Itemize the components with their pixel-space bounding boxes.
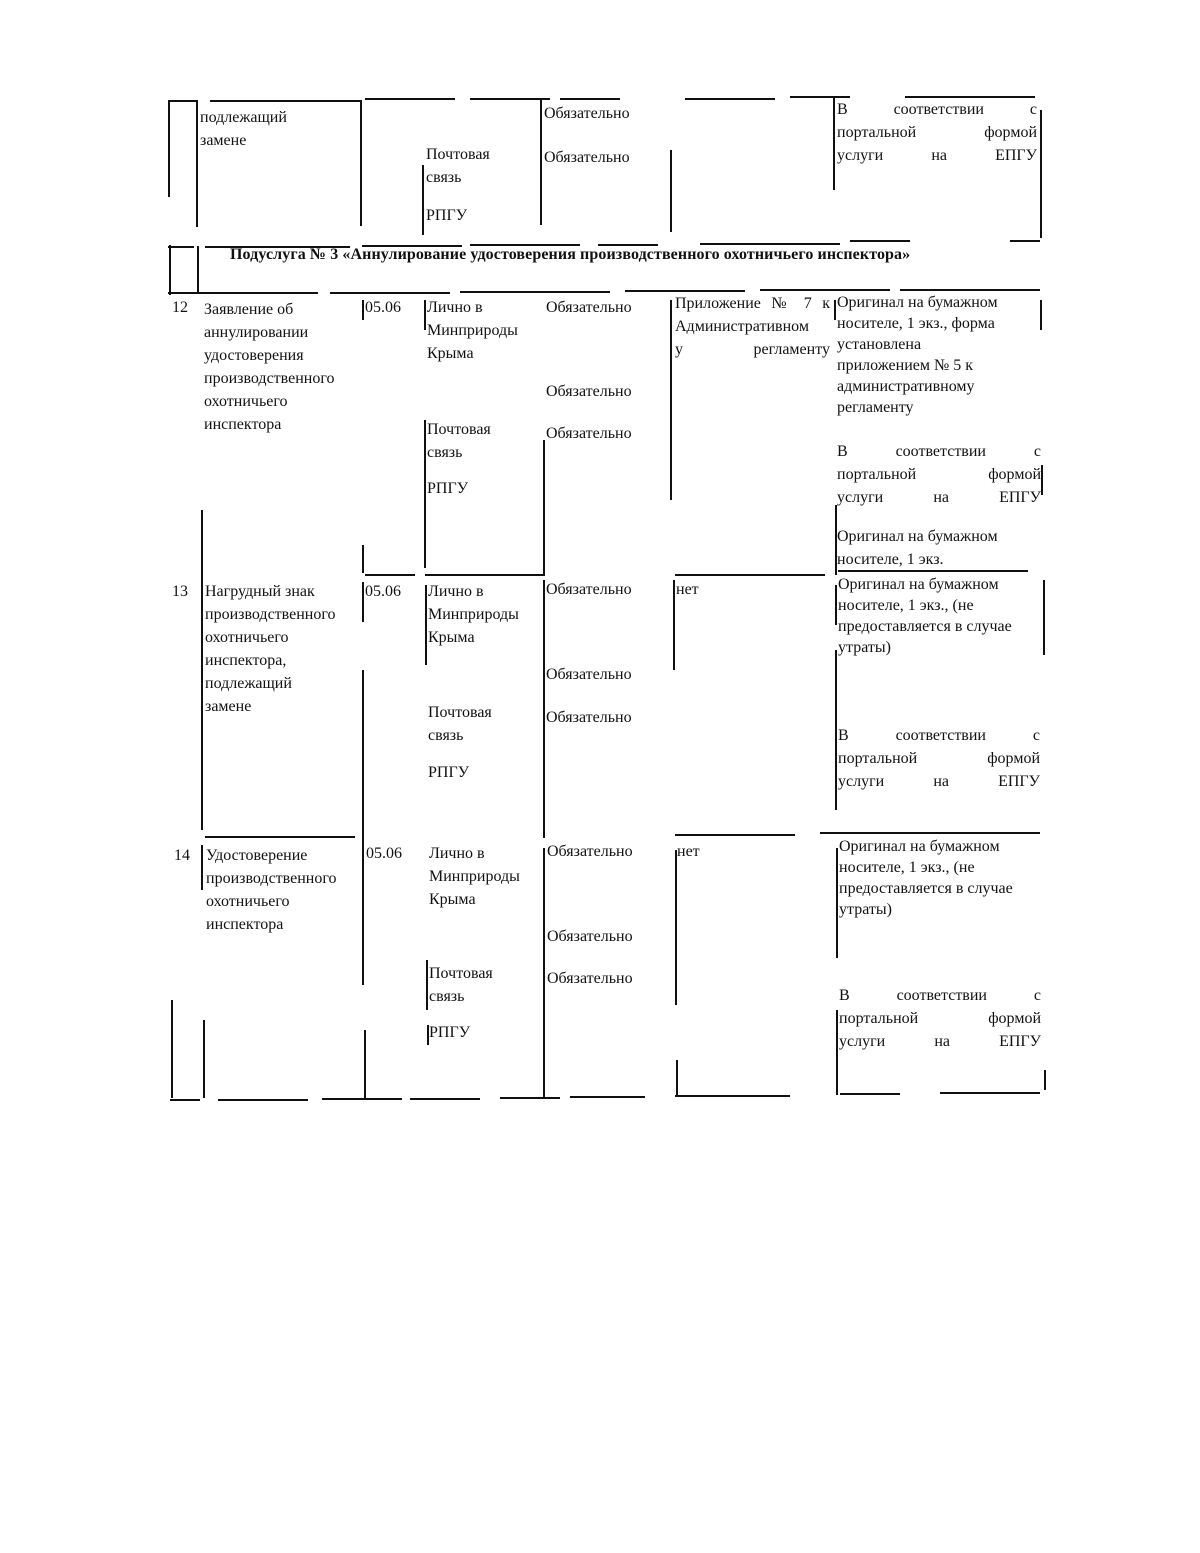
grid-line [1041,465,1043,495]
grid-line [360,100,362,226]
document-code: 05.06 [366,845,402,862]
form-template: нет [676,581,699,598]
top-row-method-rpgu: РПГУ [426,207,468,224]
requirement-1: Обязательно [546,581,632,598]
method-post: Почтовая связь [427,421,491,461]
method-rpgu: РПГУ [429,1024,471,1041]
requirement-1: Обязательно [546,299,632,316]
grid-line [365,574,415,576]
top-row-document: подлежащий замене [200,109,287,149]
grid-line [543,440,545,575]
method-post: Почтовая связь [428,704,492,744]
note-original-2: Оригинал на бумажном носителе, 1 экз. [837,528,998,568]
note-original: Оригинал на бумажном носителе, 1 экз., (не предоставляется в случае утраты) [838,576,1012,656]
top-row-method-post: Почтовая связь [426,146,490,186]
grid-line [196,102,198,227]
requirement-1: Обязательно [547,843,633,860]
top-row-portal-note: В соответствии с портальной формой услуги на ЕПГУ [837,101,1037,164]
document-name: Удостоверение производственного охотничьего инспектора [206,847,337,933]
grid-line [330,292,450,294]
grid-line [470,98,550,100]
top-row-requirement-2: Обязательно [544,149,630,166]
requirement-3: Обязательно [547,970,633,987]
grid-line [836,1010,838,1095]
method-rpgu: РПГУ [428,764,470,781]
grid-line [540,100,542,225]
grid-line [675,834,795,836]
row-number: 12 [172,299,188,316]
grid-line [365,98,455,100]
document-code: 05.06 [365,299,401,316]
grid-line [169,245,171,295]
grid-line [170,1099,200,1101]
grid-line [362,545,364,573]
grid-line [168,246,194,248]
grid-line [570,1096,645,1098]
requirement-2: Обязательно [546,383,632,400]
note-portal: В соответствии с портальной формой услуги на ЕПГУ [838,727,1040,790]
grid-line [424,300,426,330]
requirement-3: Обязательно [546,425,632,442]
grid-line [201,510,203,580]
grid-line [675,850,677,1005]
row-number: 14 [174,847,190,864]
grid-line [426,960,428,1010]
method-rpgu: РПГУ [427,480,469,497]
grid-line [940,1092,1040,1094]
grid-line [425,585,427,665]
grid-line [833,98,835,190]
note-portal: В соответствии с портальной формой услуги на ЕПГУ [839,987,1041,1050]
method-personal: Лично в Минприроды Крыма [427,299,518,362]
grid-line [197,246,199,294]
grid-line [168,102,170,197]
grid-line [210,100,360,102]
grid-line [362,300,364,320]
grid-line [670,150,672,232]
grid-line [673,580,675,670]
grid-line [543,580,545,838]
subservice-title: Подуслуга № 3 «Аннулирование удостоверения производственного охотничьего инспектора» [230,246,911,263]
form-template: нет [677,843,700,860]
grid-line [203,1020,205,1098]
method-personal: Лично в Минприроды Крыма [428,583,519,646]
document-code: 05.06 [365,583,401,600]
grid-line [675,1095,790,1097]
document-name: Заявление об аннулировании удостоверения производственного охотничьего инспектора [204,301,335,433]
grid-line [201,580,203,830]
grid-line [218,1099,308,1101]
grid-line [760,289,890,291]
note-original: Оригинал на бумажном носителе, 1 экз., (не предоставляется в случае утраты) [839,838,1013,918]
grid-line [171,1000,173,1098]
grid-line [322,1098,402,1100]
requirement-3: Обязательно [546,709,632,726]
grid-line [560,98,620,100]
grid-line [422,165,424,235]
grid-line [700,243,840,245]
grid-line [835,650,837,810]
grid-line [820,832,1040,834]
document-name: Нагрудный знак производственного охотничьего инспектора, подлежащий замене [205,583,336,715]
grid-line [168,292,318,294]
top-row-requirement-1: Обязательно [544,105,630,122]
grid-line [543,848,545,1098]
method-personal: Лично в Минприроды Крыма [429,845,520,908]
requirement-2: Обязательно [547,928,633,945]
grid-line [364,1030,366,1098]
form-template: Приложение № 7 к Административном у регламенту [675,295,830,358]
grid-line [362,670,364,845]
grid-line [900,289,1040,291]
grid-line [201,845,203,890]
row-number: 13 [172,583,188,600]
grid-line [836,848,838,958]
grid-line [168,100,198,102]
grid-line [670,300,672,500]
grid-line [362,845,364,985]
requirement-2: Обязательно [546,666,632,683]
note-original: Оригинал на бумажном носителе, 1 экз., форма установлена приложением № 5 к административному регламенту [837,294,998,416]
grid-line [205,836,355,838]
grid-line [675,574,825,576]
grid-line [500,1097,560,1099]
note-portal: В соответствии с портальной формой услуги на ЕПГУ [837,443,1041,506]
grid-line [834,300,836,320]
grid-line [840,1093,900,1095]
method-post: Почтовая связь [429,965,493,1005]
grid-line [410,1098,480,1100]
grid-line [460,291,610,293]
grid-line [850,240,910,242]
grid-line [676,1060,678,1095]
grid-line [1043,580,1045,655]
grid-line [685,98,775,100]
grid-line [1010,240,1040,242]
grid-line [1044,1070,1046,1090]
grid-line [424,420,426,568]
grid-line [425,574,545,576]
grid-line [1040,110,1042,238]
grid-line [835,585,837,625]
grid-line [362,582,364,622]
